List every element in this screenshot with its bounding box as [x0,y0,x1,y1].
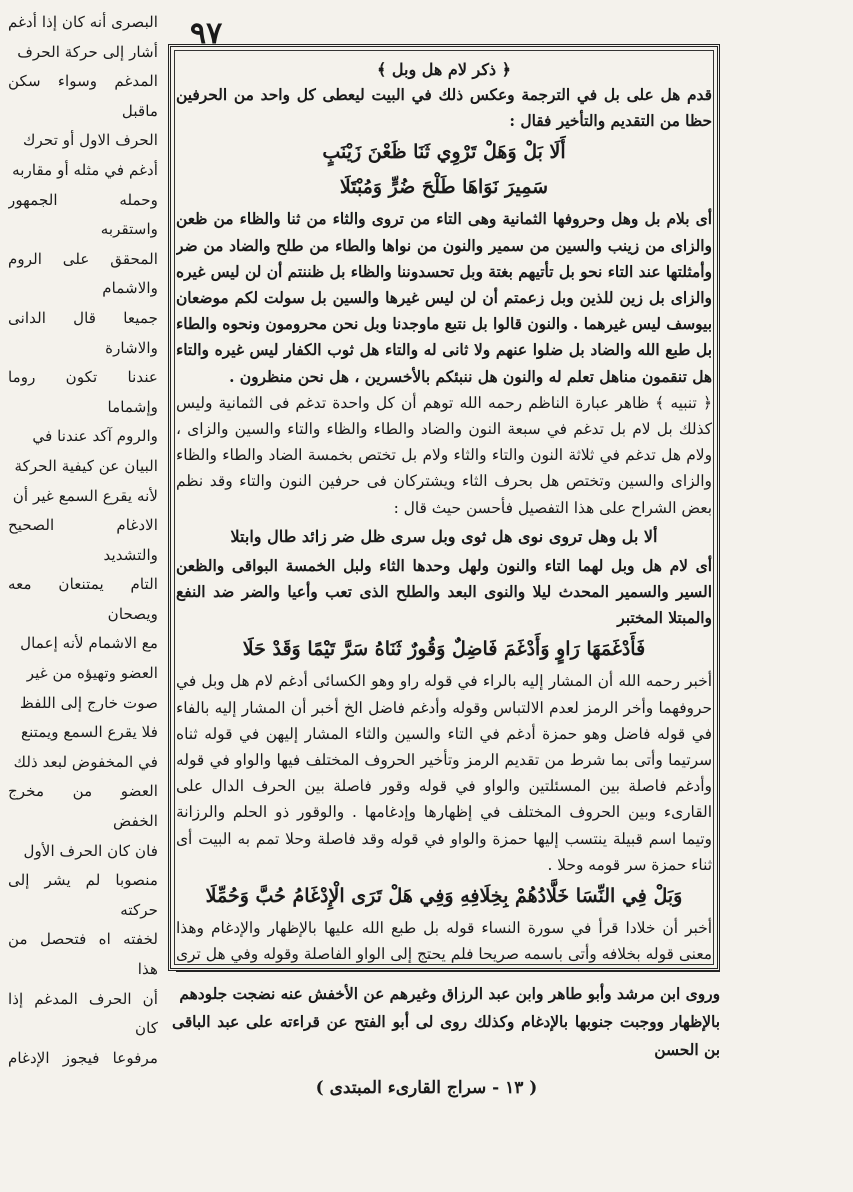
section-heading: ﴿ ذكر لام هل وبل ﴾ [376,60,512,79]
footnote [172,980,720,1068]
margin-line: مرفوعا فيجوز الإدغام [8,1048,158,1067]
margin-line: الادغام الصحيح والتشديد [8,516,158,564]
verse-1-first-hemistich: أَلَا بَلْ وَهَلْ تَرْوِي ثَنَا ظَعْنَ زَيْنَبٍ [322,141,566,164]
verse-4: وَبَلْ فِي النِّسَا خَلَّادُهُمْ بِخِلَافِهِ وَفِي هَلْ تَرَى الْإِدْغَامُ حُبَّ وَحُمِّلَا [205,885,683,908]
margin-line: عندنا تكون روما وإشماما [8,368,158,416]
footnote-line-1: وروى ابن مرشد وأبو طاهر وابن عبد الرزاق وغيرهم عن الأخفش عنه نضجت جلودهم [179,985,720,1003]
margin-line: صوت خارج إلى اللفظ [19,693,158,712]
commentary-paragraph-2: أى لام هل وبل لهما التاء والنون ولهل وحدها الثاء ولبل الخمسة البواقى والظعن السير والسمير المحدث ليلا والنوى البعد والطلح الذى تعب وأعيا والضر ضد النفع والمبتلا المختبر [176,556,712,628]
page-footer: ( ١٣ - سراج القارىء المبتدى ) [315,1078,538,1098]
commentary-paragraph-1: أى بلام بل وهل وحروفها الثمانية وهى التاء من تروى والثاء من ثنا والظاء من ظعن والزاى من زينب والسين من سمير والنون من نواها والطاء من طلح والضاد من ضر وأمثلتها عند التاء نحو بل تأتيهم بغتة وبل تحسدوننا والظاء بل ظننتم أن لن ليس غيره والزاى بل زين للذين وبل زعمتم أن لن ليس غيرها والسين بل سولت لكم موضعان بيوسف ليس غيرهما . والنون قالوا بل نتبع ماوجدنا وبل نحن محرومون ونحوه والطاء بل طبع الله والضاد بل ضلوا عنهم ولا ثانى له والتاء هل ثوب الكفار ليس غيره والتاء هل تنقمون مناهل تعلم له والنون هل ننبئكم بالأخسرين ، هل نحن منظرون . [176,210,712,386]
commentary-paragraph-3: أخبر رحمه الله أن المشار إليه بالراء في قوله راو وهو الكسائى أدغم لام هل وبل في حروفهما وأخر الرمز لعدم الالتباس وقوله وأدغم فاضل الخ أخبر أن المشار إليه بالفاء في قوله فاضل وهو حمزة أدغم في التاء والسين والثاء المشار إليهن في قوله ثناه سرتيما وأتى بما شرط من تقديم الرمز وتأخير الحروف المختلف فيها والواو في قوله وأدغم فاصلة بين المسئلتين والواو في قوله وقور فاصلة بين الحرف الدال على القارىء وبين الحروف المختلف في إظهارها وإدغامها . والوقور ذو الحلم والرزانة وتيما اسم قبيلة ينتسب إليها حمزة والواو في قوله وقد فاصلة وحلا تمم به البيت أى ثناء حمزة سر قومه وحلا . [176,672,712,874]
margin-commentary [8,8,158,1068]
margin-line: جميعا قال الدانى والاشارة [8,308,158,357]
margin-line: وحمله الجمهور واستقربه [8,190,158,239]
footnote-line-2: بالإظهار ووجبت جنوبها بالإدغام وكذلك روى لى أبو الفتح عن قراءته على عبد الباقى بن الحسن [172,1013,720,1059]
page-number: ٩٧ [190,16,223,51]
margin-line: منصوبا لم يشر إلى حركته [8,871,158,919]
margin-line: لخفته اه فتحصل من هذا [8,930,158,978]
margin-line: البصرى أنه كان إذا أدغم [8,13,158,31]
commentary-paragraph-4: أخبر أن خلادا قرأ في سورة النساء قوله بل طبع الله عليها بالإظهار والإدغام وهذا معنى قوله بخلافه وأتى باسمه صريحا فلم يحتج إلى الواو الفاصلة وقوله وفي هل ترى [176,919,712,963]
margin-line: الحرف الاول أو تحرك [23,131,158,150]
margin-line: العضو من مخرج الخفض [8,782,158,831]
margin-line: أدغم في مثله أو مقاربه [12,160,158,179]
margin-line: أن الحرف المدغم إذا كان [8,989,158,1038]
margin-line: لأنه يقرع السمع غير أن [12,486,158,505]
margin-line: التام يمتنعان معه ويصحان [8,575,158,623]
verse-1-second-hemistich: سَمِيرَ نَوَاهَا طَلْحَ ضُرٍّ وَمُبْتَلَا [339,176,549,199]
margin-line: فلا يقرع السمع ويمتنع [20,723,158,742]
margin-line: العضو وتهيؤه من غير [26,664,158,683]
intro-paragraph: قدم هل على بل في الترجمة وعكس ذلك في البيت ليعطى كل واحد من الحرفين حظا من التقديم والتأخير فقال : [176,86,712,131]
note-paragraph: ﴿ تنبيه ﴾ ظاهر عبارة الناظم رحمه الله توهم أن كل واحدة تدغم فى الثمانية وليس كذلك بل لام بل تدغم في سبعة النون والضاد والطاء والظاء والتاء والسين والزاى ، ولام هل تدغم في ثلاثة النون والتاء والثاء ولام بل تختص بخمسة الضاد والطاء والظاء والزاى والسين وتختص هل بحرف الثاء ويشتركان فى حرفين النون والتاء وقد نظم بعض الشراح على هذا التفصيل فأحسن حيث قال : [176,393,712,517]
verse-3: فَأَدْغَمَهَا رَاوٍ وَأَدْغَمَ فَاضِلٌ وَقُورٌ ثَنَاهُ سَرَّ تَيْمًا وَقَدْ حَلَا [242,638,646,661]
margin-line: أشار إلى حركة الحرف [17,42,158,61]
margin-line: المحقق على الروم والاشمام [8,249,158,298]
margin-line: والروم آكد عندنا في [32,427,158,446]
margin-line: مع الاشمام لأنه إعمال [20,634,158,653]
main-text [176,58,712,963]
margin-line: المدغم وسواء سكن ماقبل [8,72,158,120]
verse-2: ألا بل وهل تروى نوى هل ثوى وبل سرى ظل ضر زائد طال وابتلا [230,526,658,546]
footnote-divider [176,971,720,972]
margin-line: في المخفوض لبعد ذلك [13,752,158,771]
margin-line: فان كان الحرف الأول [23,841,158,860]
margin-line: البيان عن كيفية الحركة [14,456,158,475]
